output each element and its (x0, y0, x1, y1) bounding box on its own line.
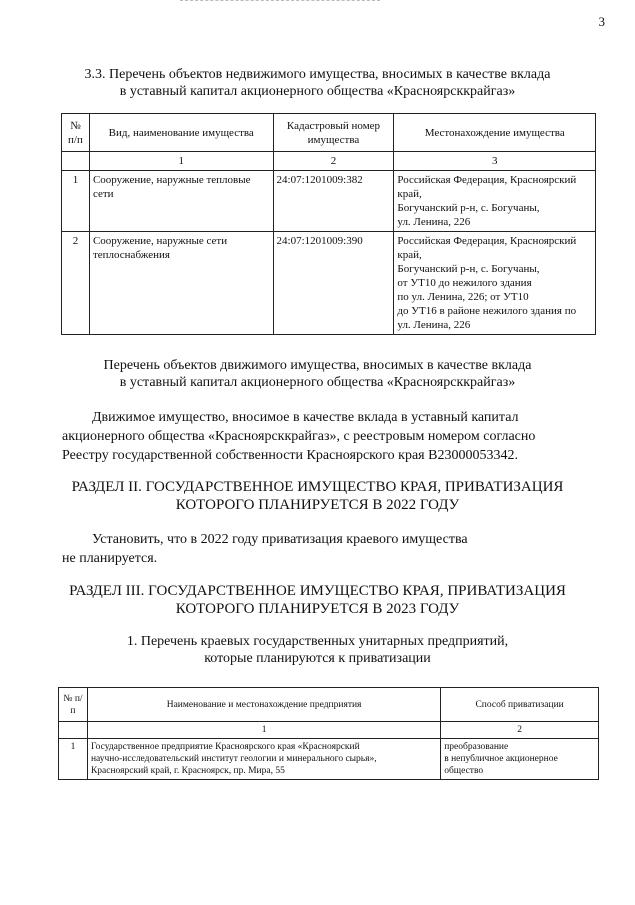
method-line: преобразование (444, 742, 509, 752)
row-method (441, 739, 599, 780)
heading-line: 3.3. Перечень объектов недвижимого имущества, вносимых в качестве вклада (84, 67, 551, 82)
location-line: до УТ16 в районе нежилого здания по (397, 305, 577, 317)
header-num: № п/п (62, 114, 90, 152)
para-line: Установить, что в 2022 году приватизация краевого имущества (92, 532, 468, 547)
heading-3-3 (0, 66, 635, 100)
section-line: КОТОРОГО ПЛАНИРУЕТСЯ В 2023 ГОДУ (175, 601, 460, 617)
section-line: РАЗДЕЛ II. ГОСУДАРСТВЕННОЕ ИМУЩЕСТВО КРАЯ, ПРИВАТИЗАЦИЯ (71, 479, 564, 495)
paragraph-movable (62, 408, 584, 465)
location-line: Богучанский р-н, с. Богучаны, (397, 202, 540, 214)
col-number: 1 (87, 722, 440, 739)
paragraph-2022 (62, 530, 584, 568)
name-line: Государственное предприятие Красноярского края «Красноярский (90, 742, 360, 752)
table-row (62, 171, 596, 232)
row-num: 1 (62, 171, 90, 232)
heading-enterprises (0, 633, 635, 667)
row-location (394, 171, 596, 232)
col-number: 2 (441, 722, 599, 739)
method-line: общество (444, 766, 484, 776)
section-line: КОТОРОГО ПЛАНИРУЕТСЯ В 2022 ГОДУ (175, 497, 460, 513)
name-line: научно-исследовательский институт геологии и минерального сырья», (90, 754, 377, 764)
row-num: 1 (59, 739, 88, 780)
col-number: 3 (394, 152, 596, 171)
row-cadastral: 24:07:1201009:382 (273, 171, 394, 232)
location-line: по ул. Ленина, 226; от УТ10 (397, 291, 529, 303)
location-line: ул. Ленина, 226 (397, 216, 471, 228)
heading-line: 1. Перечень краевых государственных унитарных предприятий, (126, 634, 509, 649)
header-cadastral: Кадастровый номер имущества (273, 114, 394, 152)
heading-line: которые планируются к приватизации (204, 651, 431, 666)
table-row (59, 739, 599, 780)
header-num: № п/п (59, 688, 88, 722)
row-location (394, 232, 596, 335)
enterprises-table (58, 687, 599, 780)
location-line: Российская Федерация, Красноярский край, (397, 235, 577, 261)
heading-line: Перечень объектов движимого имущества, вносимых в качестве вклада (103, 358, 532, 373)
col-number: 1 (89, 152, 273, 171)
method-line: в непубличное акционерное (444, 754, 558, 764)
section-3-heading (0, 582, 635, 618)
page-number: 3 (598, 14, 605, 29)
row-num: 2 (62, 232, 90, 335)
para-line: не планируется. (62, 551, 158, 566)
header-location: Местонахождение имущества (394, 114, 596, 152)
header-method: Способ приватизации (441, 688, 599, 722)
table-row (62, 232, 596, 335)
heading-movable (0, 357, 635, 391)
heading-line: в уставный капитал акционерного общества «Красноярсккрайгаз» (119, 84, 516, 99)
location-line: ул. Ленина, 226 (397, 319, 471, 331)
real-estate-table (61, 113, 596, 335)
row-cadastral: 24:07:1201009:390 (273, 232, 394, 335)
location-line: Богучанский р-н, с. Богучаны, (397, 263, 540, 275)
col-number: 2 (273, 152, 394, 171)
row-name: Сооружение, наружные тепловые сети (89, 171, 273, 232)
header-name: Наименование и местонахождение предприятия (87, 688, 440, 722)
para-line: акционерного общества «Красноярсккрайгаз», с реестровым номером согласно (62, 429, 536, 444)
location-line: от УТ10 до нежилого здания (397, 277, 532, 289)
location-line: Российская Федерация, Красноярский край, (397, 174, 577, 200)
section-line: РАЗДЕЛ III. ГОСУДАРСТВЕННОЕ ИМУЩЕСТВО КРАЯ, ПРИВАТИЗАЦИЯ (69, 583, 566, 599)
row-name: Сооружение, наружные сети теплоснабжения (89, 232, 273, 335)
heading-line: в уставный капитал акционерного общества «Красноярсккрайгаз» (119, 375, 516, 390)
section-2-heading (0, 478, 635, 514)
para-line: Движимое имущество, вносимое в качестве вклада в уставный капитал (92, 410, 519, 425)
scan-top-artifact (180, 0, 380, 3)
header-name: Вид, наименование имущества (89, 114, 273, 152)
row-name (87, 739, 440, 780)
name-line: Красноярский край, г. Красноярск, пр. Мира, 55 (90, 766, 285, 776)
para-line: Реестру государственной собственности Красноярского края В23000053342. (62, 448, 518, 463)
